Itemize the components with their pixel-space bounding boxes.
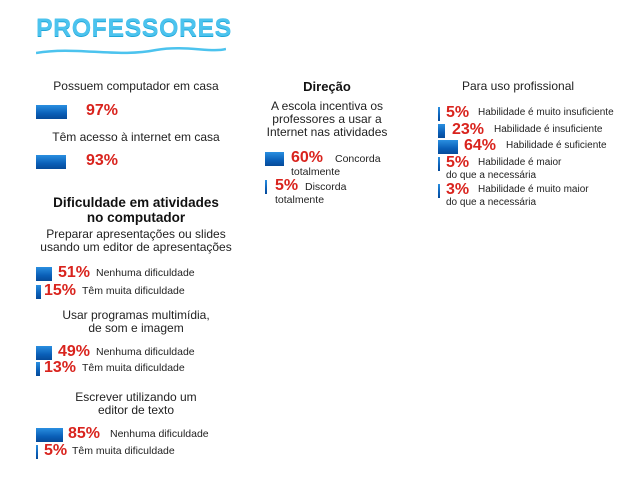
direction-label-line1: Concorda xyxy=(335,153,381,165)
internet-heading: Têm acesso à internet em casa xyxy=(52,130,220,144)
professional-bar xyxy=(438,124,445,138)
difficulty-label: Têm muita dificuldade xyxy=(82,285,185,297)
direction-bar xyxy=(265,152,284,166)
difficulty-pct: 85% xyxy=(68,425,101,442)
direction-label-line2: totalmente xyxy=(275,194,325,206)
direction-bar xyxy=(265,180,267,194)
direction-label-line2: totalmente xyxy=(291,166,341,178)
difficulty-heading xyxy=(36,195,236,225)
question-line2: usando um editor de apresentações xyxy=(40,240,232,254)
swoosh-decoration xyxy=(36,44,226,60)
question-line1: A escola incentiva os xyxy=(270,99,384,113)
direction-pct: 5% xyxy=(275,177,299,194)
difficulty-bar xyxy=(36,267,52,281)
question-line2: editor de texto xyxy=(97,403,175,417)
professional-label-line2: do que a necessária xyxy=(446,197,537,208)
professional-label-line1: Habilidade é muito insuficiente xyxy=(478,107,614,118)
computer-row xyxy=(36,103,236,121)
internet-row xyxy=(36,153,236,171)
difficulty-label: Têm muita dificuldade xyxy=(72,445,175,457)
professional-heading: Para uso profissional xyxy=(461,79,575,93)
professional-pct: 64% xyxy=(464,137,497,154)
difficulty-row xyxy=(36,265,236,283)
professional-row xyxy=(438,182,623,210)
difficulty-bar xyxy=(36,362,40,376)
direction-heading: Direção xyxy=(303,79,351,94)
difficulty-row xyxy=(36,360,236,378)
page-title: PROFESSORES xyxy=(36,14,232,42)
question-line2: professores a usar a xyxy=(272,112,382,126)
professional-pct: 3% xyxy=(446,181,470,198)
difficulty-pct: 13% xyxy=(44,359,77,376)
professional-label-line1: Habilidade é muito maior xyxy=(478,184,589,195)
difficulty-row xyxy=(36,283,236,301)
question-line3: Internet nas atividades xyxy=(266,125,388,139)
difficulty-bar xyxy=(36,346,52,360)
professional-label-line1: Habilidade é suficiente xyxy=(506,140,607,151)
professional-bar xyxy=(438,140,458,154)
difficulty-bar xyxy=(36,445,38,459)
direction-label-line1: Discorda xyxy=(305,181,347,193)
difficulty-label: Nenhuma dificuldade xyxy=(96,267,195,279)
professional-pct: 23% xyxy=(452,121,485,138)
professional-label-line1: Habilidade é maior xyxy=(478,157,562,168)
difficulty-pct: 15% xyxy=(44,282,77,299)
question-line1: Usar programas multimídia, xyxy=(62,308,210,322)
professional-bar xyxy=(438,107,440,121)
professional-bar xyxy=(438,184,440,198)
difficulty-question xyxy=(36,391,236,417)
professional-label-line1: Habilidade é insuficiente xyxy=(494,124,603,135)
internet-pct: 93% xyxy=(86,152,119,169)
computer-heading: Possuem computador em casa xyxy=(53,79,219,93)
difficulty-question xyxy=(36,309,236,335)
difficulty-pct: 5% xyxy=(44,442,68,459)
difficulty-heading-line2: no computador xyxy=(86,210,186,225)
direction-row xyxy=(265,178,405,204)
direction-question xyxy=(262,100,392,139)
professional-pct: 5% xyxy=(446,154,470,171)
professional-label-line2: do que a necessária xyxy=(446,170,537,181)
difficulty-pct: 51% xyxy=(58,264,91,281)
difficulty-row xyxy=(36,443,236,461)
title-banner xyxy=(36,12,232,60)
internet-bar xyxy=(36,155,66,169)
difficulty-question xyxy=(36,228,236,254)
difficulty-label: Nenhuma dificuldade xyxy=(96,346,195,358)
difficulty-bar xyxy=(36,285,41,299)
professional-pct: 5% xyxy=(446,104,470,121)
difficulty-pct: 49% xyxy=(58,343,91,360)
professional-row xyxy=(438,155,623,183)
difficulty-heading-line1: Dificuldade em atividades xyxy=(53,195,219,210)
computer-pct: 97% xyxy=(86,102,119,119)
question-line2: de som e imagem xyxy=(88,321,184,335)
direction-row xyxy=(265,150,405,176)
professional-bar xyxy=(438,157,440,171)
difficulty-bar xyxy=(36,428,63,442)
question-line1: Preparar apresentações ou slides xyxy=(46,227,226,241)
difficulty-label: Nenhuma dificuldade xyxy=(110,428,209,440)
difficulty-label: Têm muita dificuldade xyxy=(82,362,185,374)
question-line1: Escrever utilizando um xyxy=(75,390,197,404)
direction-pct: 60% xyxy=(291,149,324,166)
computer-bar xyxy=(36,105,67,119)
